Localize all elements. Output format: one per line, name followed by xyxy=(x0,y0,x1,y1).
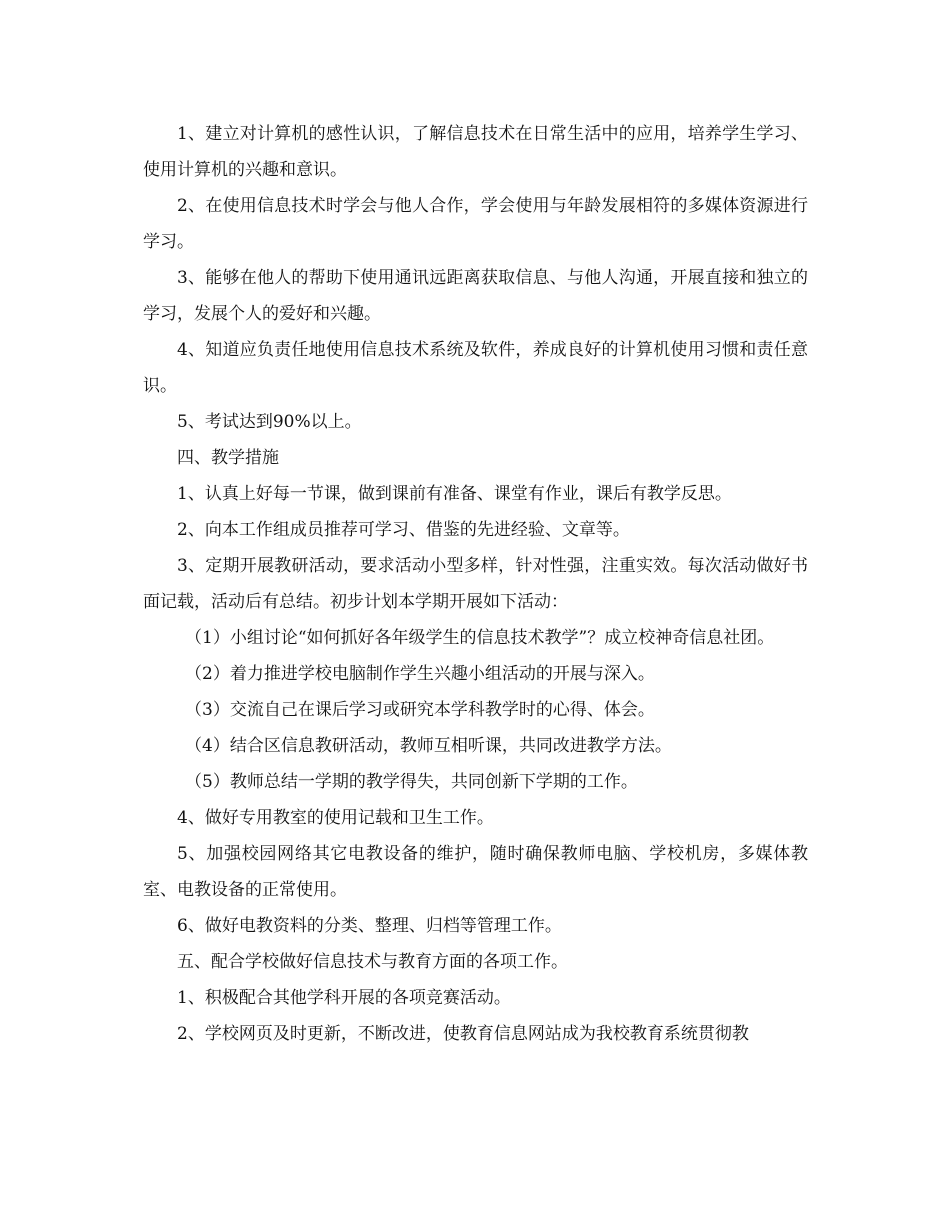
paragraph-cooperation-1: 1、积极配合其他学科开展的各项竞赛活动。 xyxy=(177,988,511,1008)
paragraph-measure-1: 1、认真上好每一节课，做到课前有准备、课堂有作业，课后有教学反思。 xyxy=(177,484,732,504)
paragraph-activity-5: （5）教师总结一学期的教学得失，共同创新下学期的工作。 xyxy=(185,772,638,792)
paragraph-measure-2: 2、向本工作组成员推荐可学习、借鉴的先进经验、文章等。 xyxy=(177,520,630,540)
paragraph-cooperation-2: 2、学校网页及时更新，不断改进，使教育信息网站成为我校教育系统贯彻教 xyxy=(177,1024,749,1044)
paragraph-measure-4: 4、做好专用教室的使用记载和卫生工作。 xyxy=(177,808,494,828)
section-heading-teaching-measures: 四、教学措施 xyxy=(177,448,279,468)
paragraph-activity-4: （4）结合区信息教研活动，教师互相听课，共同改进教学方法。 xyxy=(185,736,672,756)
paragraph-goal-2: 2、在使用信息技术时学会与他人合作，学会使用与年龄发展相符的多媒体资源进行学习。 xyxy=(143,196,808,252)
paragraph-measure-5: 5、加强校园网络其它电教设备的维护，随时确保教师电脑、学校机房，多媒体教室、电教设备的正常使用。 xyxy=(143,844,808,900)
document-page xyxy=(143,116,808,1052)
paragraph-goal-1: 1、建立对计算机的感性认识，了解信息技术在日常生活中的应用，培养学生学习、使用计算机的兴趣和意识。 xyxy=(143,124,808,180)
paragraph-goal-5: 5、考试达到90%以上。 xyxy=(177,412,362,432)
paragraph-activity-3: （3）交流自己在课后学习或研究本学科教学时的心得、体会。 xyxy=(185,700,655,720)
paragraph-activity-2: （2）着力推进学校电脑制作学生兴趣小组活动的开展与深入。 xyxy=(185,664,655,684)
paragraph-measure-6: 6、做好电教资料的分类、整理、归档等管理工作。 xyxy=(177,916,562,936)
paragraph-activity-1: （1）小组讨论“如何抓好各年级学生的信息技术教学”？成立校神奇信息社团。 xyxy=(185,628,775,648)
section-heading-cooperation: 五、配合学校做好信息技术与教育方面的各项工作。 xyxy=(177,952,568,972)
paragraph-goal-4: 4、知道应负责任地使用信息技术系统及软件，养成良好的计算机使用习惯和责任意识。 xyxy=(143,340,808,396)
paragraph-goal-3: 3、能够在他人的帮助下使用通讯远距离获取信息、与他人沟通，开展直接和独立的学习，发展个人的爱好和兴趣。 xyxy=(143,268,808,324)
paragraph-measure-3: 3、定期开展教研活动，要求活动小型多样，针对性强，注重实效。每次活动做好书面记载，活动后有总结。初步计划本学期开展如下活动： xyxy=(143,556,808,612)
